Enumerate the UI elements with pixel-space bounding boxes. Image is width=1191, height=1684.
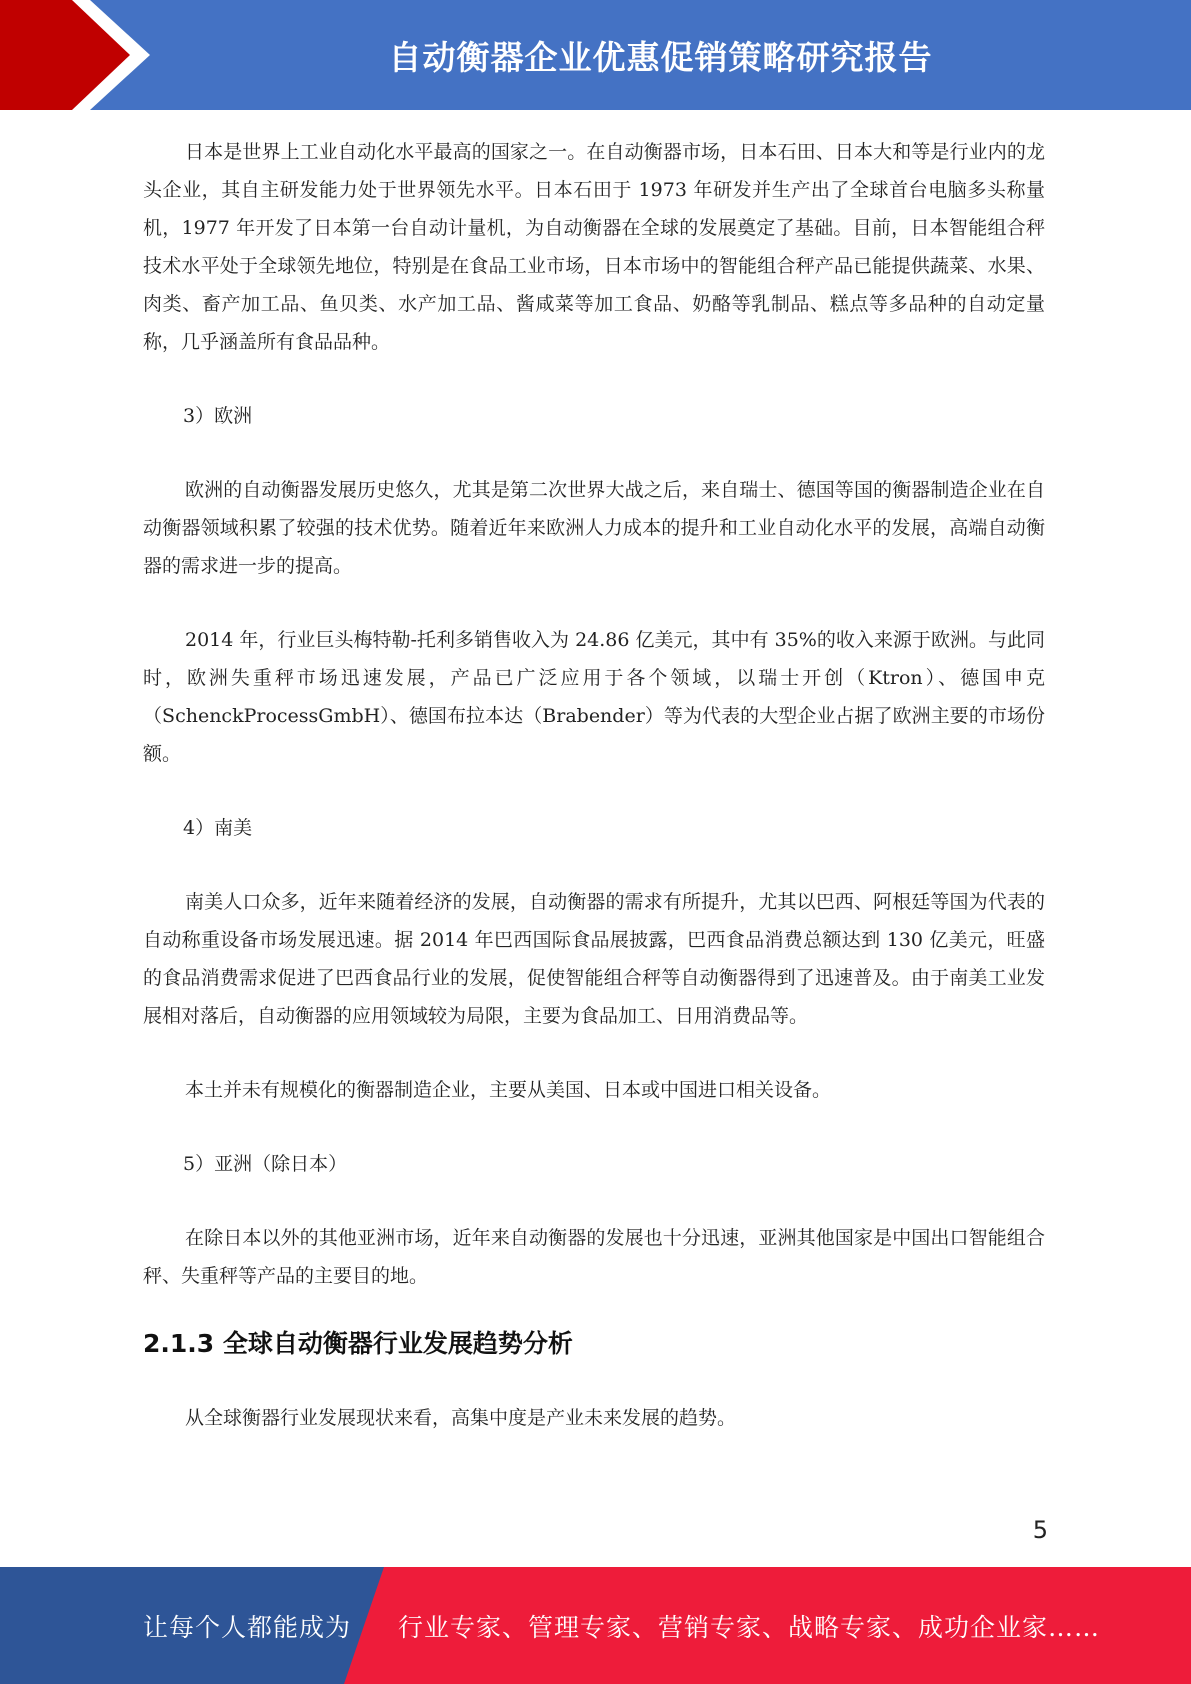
subheading-europe: 3）欧洲 <box>183 405 253 427</box>
paragraph-trend: 从全球衡器行业发展现状来看，高集中度是产业未来发展的趋势。 <box>185 1407 737 1429</box>
paragraph-local-import: 本土并未有规模化的衡器制造企业，主要从美国、日本或中国进口相关设备。 <box>185 1079 832 1101</box>
page-footer <box>0 1567 1191 1684</box>
page-header <box>0 0 1191 110</box>
paragraph-mettler: 2014 年，行业巨头梅特勒-托利多销售收入为 24.86 亿美元，其中有 35%的收入来源于欧洲。与此同时，欧洲失重秤市场迅速发展，产品已广泛应用于各个领域，以瑞士开创（Ktron）、德国申克（SchenckProcessGmbH）、德国布拉本达（Brabender）等为代表的大型企业占据了欧洲主要的市场份额。 <box>143 629 1045 765</box>
section-heading: 2.1.3 全球自动衡器行业发展趋势分析 <box>143 1329 573 1358</box>
page-number: 5 <box>1032 1516 1048 1544</box>
subheading-asia: 5）亚洲（除日本） <box>183 1153 348 1175</box>
document-title: 自动衡器企业优惠促销策略研究报告 <box>388 37 933 77</box>
paragraph-south-america: 南美人口众多，近年来随着经济的发展，自动衡器的需求有所提升，尤其以巴西、阿根廷等国为代表的自动称重设备市场发展迅速。据 2014 年巴西国际食品展披露，巴西食品消费总额达到 130 亿美元，旺盛的食品消费需求促进了巴西食品行业的发展，促使智能组合秤等自动衡器得到了迅速普及。由于南美工业发展相对落后，自动衡器的应用领域较为局限，主要为食品加工、日用消费品等。 <box>143 891 1045 1027</box>
footer-slogan-right: 行业专家、管理专家、营销专家、战略专家、成功企业家…… <box>398 1612 1101 1642</box>
paragraph-europe: 欧洲的自动衡器发展历史悠久，尤其是第二次世界大战之后，来自瑞士、德国等国的衡器制造企业在自动衡器领域积累了较强的技术优势。随着近年来欧洲人力成本的提升和工业自动化水平的发展，高端自动衡器的需求进一步的提高。 <box>143 479 1045 577</box>
paragraph-asia: 在除日本以外的其他亚洲市场，近年来自动衡器的发展也十分迅速，亚洲其他国家是中国出口智能组合秤、失重秤等产品的主要目的地。 <box>143 1227 1045 1287</box>
footer-slogan-left: 让每个人都能成为 <box>143 1612 352 1642</box>
page-content <box>143 133 1045 1437</box>
paragraph-japan: 日本是世界上工业自动化水平最高的国家之一。在自动衡器市场，日本石田、日本大和等是行业内的龙头企业，其自主研发能力处于世界领先水平。日本石田于 1973 年研发并生产出了全球首台电脑多头称量机，1977 年开发了日本第一台自动计量机，为自动衡器在全球的发展奠定了基础。目前，日本智能组合秤技术水平处于全球领先地位，特别是在食品工业市场，日本市场中的智能组合秤产品已能提供蔬菜、水果、肉类、畜产加工品、鱼贝类、水产加工品、酱咸菜等加工食品、奶酪等乳制品、糕点等多品种的自动定量称，几乎涵盖所有食品品种。 <box>143 141 1045 353</box>
subheading-south-america: 4）南美 <box>183 817 253 839</box>
